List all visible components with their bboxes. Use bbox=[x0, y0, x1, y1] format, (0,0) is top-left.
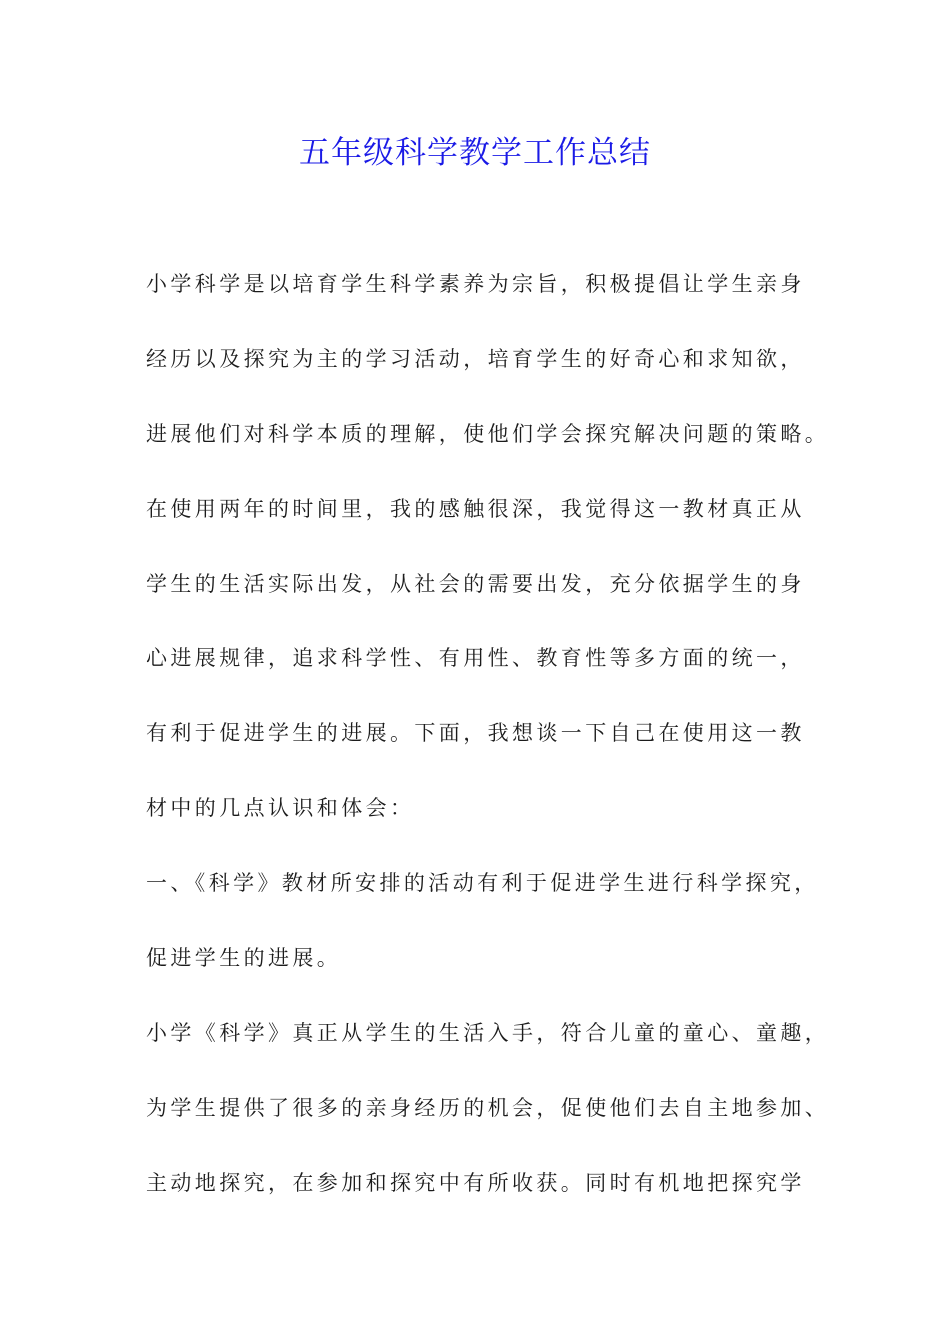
body-line: 主动地探究，在参加和探究中有所收获。同时有机地把探究学 bbox=[146, 1170, 805, 1195]
body-line: 一、《科学》教材所安排的活动有利于促进学生进行科学探究， bbox=[146, 871, 819, 896]
body-line: 材中的几点认识和体会： bbox=[146, 796, 415, 821]
body-line: 在使用两年的时间里，我的感触很深，我觉得这一教材真正从 bbox=[146, 496, 805, 521]
body-line: 经历以及探究为主的学习活动，培育学生的好奇心和求知欲， bbox=[146, 346, 805, 371]
body-line: 心进展规律，追求科学性、有用性、教育性等多方面的统一， bbox=[146, 646, 805, 671]
body-line: 小学科学是以培育学生科学素养为宗旨，积极提倡让学生亲身 bbox=[146, 272, 805, 296]
body-line: 学生的生活实际出发，从社会的需要出发，充分依据学生的身 bbox=[146, 571, 805, 596]
body-line: 有利于促进学生的进展。下面，我想谈一下自己在使用这一教 bbox=[146, 721, 805, 746]
document-title: 五年级科学教学工作总结 bbox=[299, 135, 651, 171]
document-body bbox=[146, 261, 846, 1235]
body-line: 促进学生的进展。 bbox=[146, 946, 342, 971]
body-line: 为学生提供了很多的亲身经历的机会，促使他们去自主地参加、 bbox=[146, 1095, 830, 1120]
body-line: 小学《科学》真正从学生的生活入手，符合儿童的童心、童趣， bbox=[146, 1020, 830, 1045]
body-line: 进展他们对科学本质的理解，使他们学会探究解决问题的策略。 bbox=[146, 421, 830, 446]
